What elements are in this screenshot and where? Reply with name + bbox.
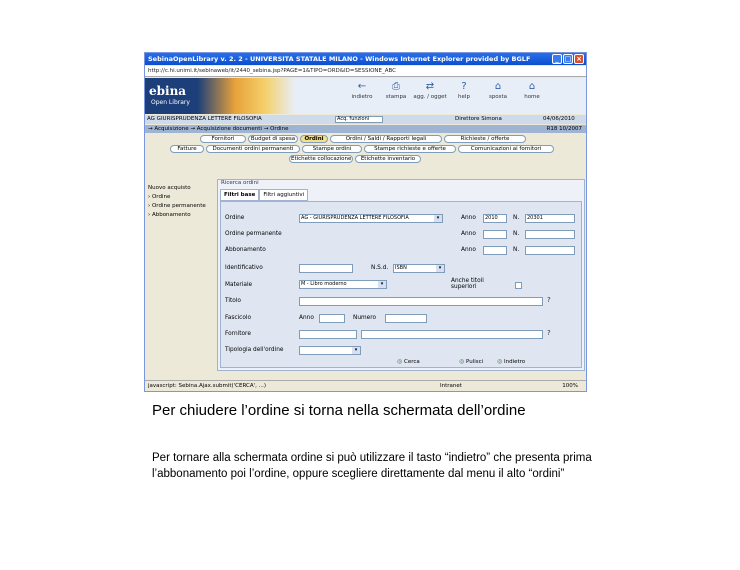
help-icon: ? [461, 81, 467, 92]
pill-stampe-ordini[interactable]: Stampe ordini [302, 145, 362, 153]
tab-filtri-base[interactable]: Filtri base [220, 189, 259, 201]
move-tool[interactable]: ⌂ sposta [481, 80, 515, 100]
help-tool[interactable]: ? help [447, 80, 481, 100]
fornitore-code-input[interactable] [299, 330, 357, 339]
label-ordine-permanente: Ordine permanente [225, 231, 282, 237]
label-anno-fascicolo: Anno [299, 315, 314, 321]
library-name: AG GIURISPRUDENZA LETTERE FILOSOFIA [147, 116, 262, 122]
menu-ordine-permanente[interactable]: › Ordine permanente [148, 203, 206, 209]
identificativo-type-select[interactable]: ISBN ▾ [393, 264, 445, 273]
label-anche-superiori: Anche titoli superiori [451, 278, 484, 290]
back-tool[interactable]: ← indietro [345, 80, 379, 100]
left-menu [145, 184, 215, 220]
pill-ordini-saldi[interactable]: Ordini / Saldi / Rapporti legali [330, 135, 442, 143]
print-tool[interactable]: ⎙ stampa [379, 80, 413, 100]
print-icon: ⎙ [392, 81, 400, 92]
fascicolo-anno-input[interactable] [319, 314, 345, 323]
slide-body-text: Per tornare alla schermata ordine si può utilizzare il tasto “indietro” che presenta prima l’abbonamento poi l’ordine, oppure scegliere direttamente dal menu il alto “ordini” [152, 452, 592, 480]
tab-filtri-aggiuntivi[interactable]: Filtri aggiuntivi [259, 189, 308, 201]
menu-abbonamento[interactable]: › Abbonamento [148, 212, 191, 218]
function-select[interactable]: Acq. funzioni [335, 116, 383, 123]
form-tabs [220, 189, 308, 201]
app-header [145, 78, 586, 114]
ordine-library-select[interactable]: AG - GIURISPRUDENZA LETTERE FILOSOFIA ▾ [299, 214, 443, 223]
version-label: R18 10/2007 [546, 126, 582, 132]
label-materiale: Materiale [225, 282, 253, 288]
label-n-permanente: N. [513, 231, 520, 237]
label-fornitore: Fornitore [225, 331, 251, 337]
permanente-anno-input[interactable] [483, 230, 507, 239]
user-name: Direttore Simona [455, 116, 502, 122]
back-icon: ← [357, 81, 367, 92]
label-titolo: Titolo [225, 298, 241, 304]
chevron-down-icon: ▾ [434, 215, 442, 222]
back-icon: ◎ [497, 358, 503, 365]
ordine-anno-input[interactable]: 2010 [483, 214, 507, 223]
search-icon: ◎ [397, 358, 403, 365]
maximize-button[interactable]: □ [564, 55, 572, 63]
clear-icon: ◎ [459, 358, 465, 365]
label-anno-permanente: Anno [461, 231, 476, 237]
filters-panel [220, 201, 582, 368]
search-orders-form [217, 179, 585, 371]
address-bar[interactable]: http://c.hi.unimi.it/sebinaweb/it/2440_sebina.jsp?PAGE=1&TIPO=ORD&ID=SESSIONE_ABC [145, 66, 586, 77]
pulisci-button[interactable]: ◎ Pulisci [459, 358, 484, 365]
pill-stampe-richieste[interactable]: Stampe richieste e offerte [364, 145, 456, 153]
permanente-numero-input[interactable] [525, 230, 575, 239]
label-ordine: Ordine [225, 215, 245, 221]
pill-ordini[interactable]: Ordini [300, 135, 328, 143]
label-fascicolo: Fascicolo [225, 315, 252, 321]
window-title: SebinaOpenLibrary v. 2. 2 - UNIVERSITA STATALE MILANO - Windows Internet Explorer provided by BGLF [148, 55, 531, 63]
status-text: javascript: Sebina.Ajax.submit('CERCA', ...) [148, 383, 267, 389]
label-nsd: N.S.d. [371, 265, 389, 271]
anche-superiori-checkbox[interactable] [515, 282, 522, 289]
sebina-logo: ebina Open Library [145, 78, 295, 114]
pill-documenti-permanenti[interactable]: Documenti ordini permanenti [206, 145, 300, 153]
identificativo-input[interactable] [299, 264, 353, 273]
menu-nuovo-acquisto: Nuovo acquisto [148, 185, 191, 191]
fornitore-name-input[interactable] [361, 330, 543, 339]
security-zone: Intranet [440, 383, 462, 389]
label-numero-fascicolo: Numero [353, 315, 377, 321]
label-tipologia: Tipologia dell'ordine [225, 347, 284, 353]
status-bar [145, 380, 586, 391]
slide-heading: Per chiudere l’ordine si torna nella schermata dell’ordine [152, 402, 526, 419]
pill-etichette-collocazione[interactable]: Etichette collocazione [291, 156, 352, 162]
help-icon[interactable]: ? [547, 329, 551, 337]
label-anno-abbonamento: Anno [461, 247, 476, 253]
pill-etichette-inventario[interactable]: Etichette inventario [355, 155, 421, 163]
refresh-icon: ⇄ [425, 81, 435, 92]
refresh-tool[interactable]: ⇄ agg. / ogget [413, 81, 447, 100]
cerca-button[interactable]: ◎ Cerca [397, 358, 420, 365]
library-bar [145, 115, 586, 124]
browser-screenshot [144, 52, 587, 392]
titolo-input[interactable] [299, 297, 543, 306]
close-button[interactable]: × [574, 54, 584, 64]
label-abbonamento: Abbonamento [225, 247, 266, 253]
home-tool[interactable]: ⌂ home [515, 80, 549, 100]
chevron-down-icon: ▾ [352, 347, 360, 354]
menu-ordine[interactable]: › Ordine [148, 194, 171, 200]
form-title: Ricerca ordini [221, 180, 259, 186]
home-icon: ⌂ [528, 81, 536, 92]
label-anno-ordine: Anno [461, 215, 476, 221]
materiale-select[interactable]: M - Libro moderno ▾ [299, 280, 387, 289]
tipologia-select[interactable] [299, 346, 361, 355]
pill-fornitori[interactable]: Fornitori [200, 135, 246, 143]
chevron-down-icon: ▾ [378, 281, 386, 288]
breadcrumb: → Acquisizione → Acquisizione documenti → Ordine R18 10/2007 [145, 125, 586, 133]
chevron-down-icon: ▾ [436, 265, 444, 272]
minimize-button[interactable]: _ [552, 54, 562, 64]
window-titlebar [145, 53, 586, 65]
abbonamento-numero-input[interactable] [525, 246, 575, 255]
pill-budget[interactable]: Budget di spesa [248, 135, 298, 143]
pill-richieste-offerte[interactable]: Richieste / offerte [444, 135, 526, 143]
current-date: 04/06/2010 [543, 116, 575, 122]
label-n-abbonamento: N. [513, 247, 520, 253]
pill-comunicazioni[interactable]: Comunicazioni ai fornitori [458, 145, 554, 153]
abbonamento-anno-input[interactable] [483, 246, 507, 255]
fascicolo-numero-input[interactable] [385, 314, 427, 323]
app-toolbar [345, 80, 549, 100]
move-icon: ⌂ [494, 81, 502, 92]
label-identificativo: Identificativo [225, 265, 263, 271]
zoom-level[interactable]: 100% [562, 383, 578, 389]
label-n-ordine: N. [513, 215, 520, 221]
pill-fatture[interactable]: Fatture [170, 145, 204, 153]
help-icon[interactable]: ? [547, 296, 551, 304]
indietro-button[interactable]: ◎ Indietro [497, 358, 526, 365]
ordine-numero-input[interactable]: 20301 [525, 214, 575, 223]
